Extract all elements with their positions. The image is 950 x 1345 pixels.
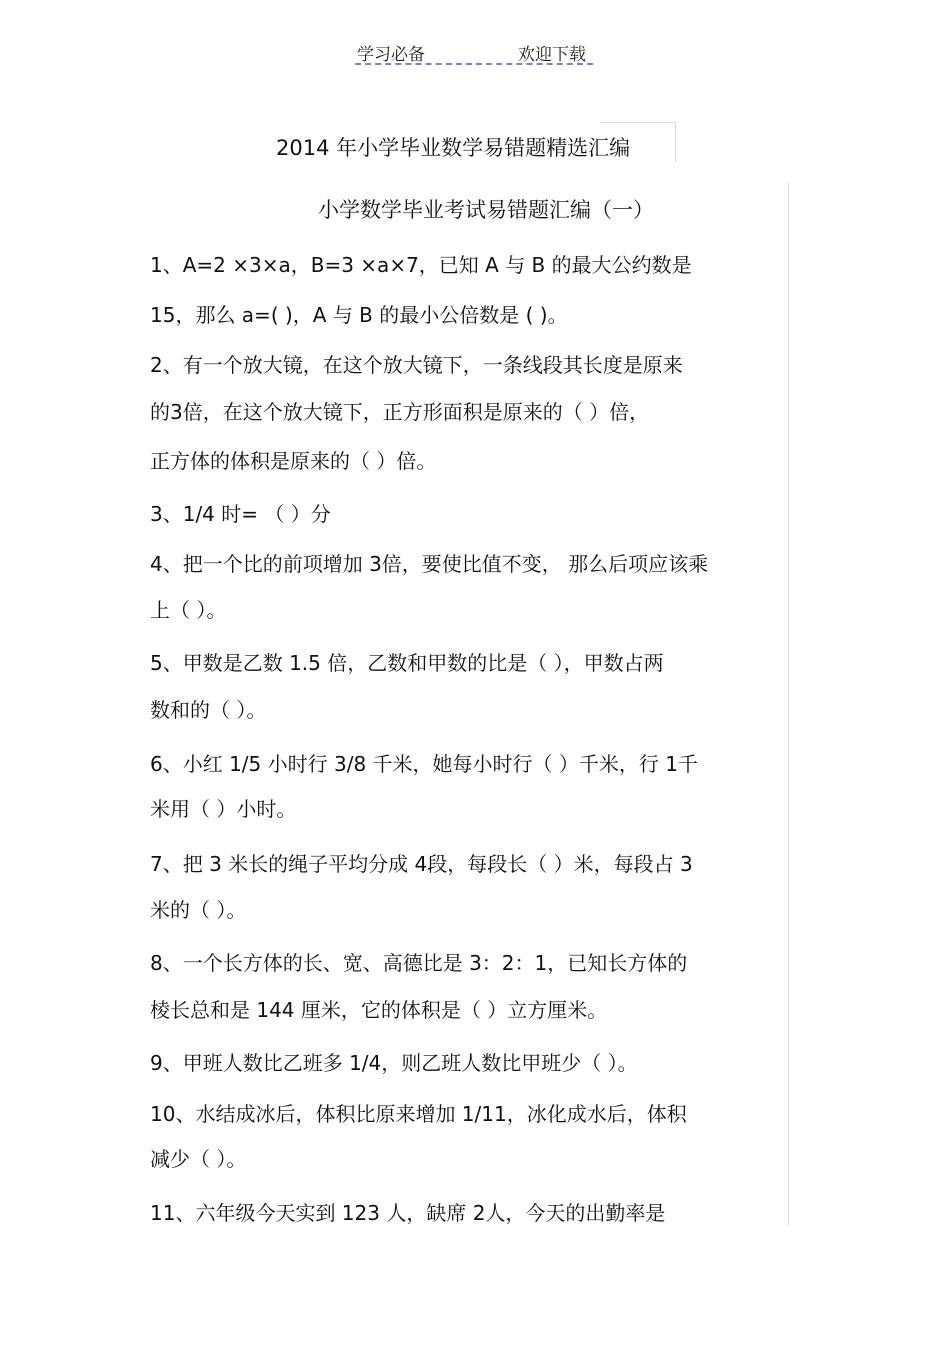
question-2-line-1: 2、有一个放大镜，在这个放大镜下，一条线段其长度是原来 — [150, 353, 683, 377]
document-subtitle: 小学数学毕业考试易错题汇编（一） — [318, 198, 654, 222]
question-2-line-3: 正方体的体积是原来的（ ）倍。 — [150, 449, 437, 473]
document-title: 2014 年小学毕业数学易错题精选汇编 — [276, 136, 631, 160]
question-4-line-1: 4、把一个比的前项增加 3倍，要使比值不变， 那么后项应该乘 — [150, 552, 709, 576]
page-edge-line — [788, 183, 789, 1225]
question-5-line-2: 数和的（ ）。 — [150, 698, 267, 722]
question-8-line-2: 棱长总和是 144 厘米，它的体积是（ ）立方厘米。 — [150, 998, 608, 1022]
question-1-line-2: 15，那么 a=( )，A 与 B 的最小公倍数是 ( )。 — [150, 303, 568, 327]
question-5-line-1: 5、甲数是乙数 1.5 倍，乙数和甲数的比是（ ），甲数占两 — [150, 651, 664, 675]
question-4-line-2: 上（ ）。 — [150, 598, 227, 622]
title-frame-top — [600, 122, 675, 123]
question-8-line-1: 8、一个长方体的长、宽、高德比是 3：2：1，已知长方体的 — [150, 951, 688, 975]
header-dashed-rule — [355, 63, 593, 65]
title-frame-right — [675, 122, 676, 162]
header-right-text: 欢迎下载 — [518, 45, 586, 65]
header-left-text: 学习必备 — [357, 45, 425, 65]
question-7-line-2: 米的（ ）。 — [150, 898, 247, 922]
question-7-line-1: 7、把 3 米长的绳子平均分成 4段，每段长（ ）米，每段占 3 — [150, 852, 693, 876]
question-10-line-2: 减少（ ）。 — [150, 1147, 247, 1171]
question-11-line-1: 11、六年级今天实到 123 人，缺席 2人，今天的出勤率是 — [150, 1201, 666, 1225]
question-1-line-1: 1、A=2 ×3×a，B=3 ×a×7，已知 A 与 B 的最大公约数是 — [150, 253, 692, 277]
question-9-line-1: 9、甲班人数比乙班多 1/4，则乙班人数比甲班少（ ）。 — [150, 1051, 638, 1075]
question-10-line-1: 10、水结成冰后，体积比原来增加 1/11，冰化成水后，体积 — [150, 1102, 687, 1126]
question-3-line-1: 3、1/4 时= （ ）分 — [150, 502, 331, 526]
question-6-line-1: 6、小红 1/5 小时行 3/8 千米，她每小时行（ ）千米，行 1千 — [150, 752, 698, 776]
question-2-line-2: 的3倍，在这个放大镜下，正方形面积是原来的（ ）倍， — [150, 400, 650, 424]
question-6-line-2: 米用（ ）小时。 — [150, 797, 297, 821]
